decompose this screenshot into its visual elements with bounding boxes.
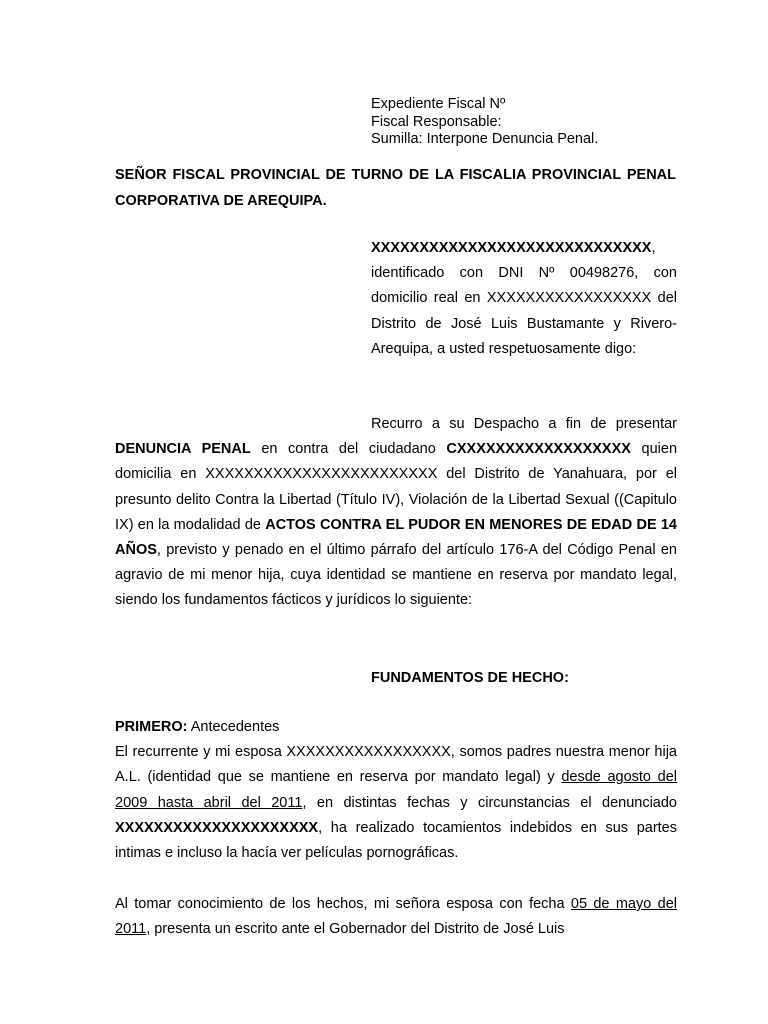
plaintiff-name: XXXXXXXXXXXXXXXXXXXXXXXXXXXXX [371, 240, 652, 256]
fiscal-responsable-line: Fiscal Responsable: [371, 113, 502, 130]
primero-text-1: El recurrente y mi esposa XXXXXXXXXXXXXXXXX, somos padres nuestra menor hija A.L. (identidad que se mantiene en reserva por mandato legal) y [115, 744, 677, 786]
complaint-text-4: , previsto y penado en el último párrafo del artículo 176-A del Código Penal en agravio de mi menor hija, cuya identidad se mantiene en reserva por mandato legal, siendo los fundamentos fácticos y jurídicos lo siguiente: [115, 542, 677, 609]
tomar-text-1: Al tomar conocimiento de los hechos, mi señora esposa con fecha [115, 896, 571, 912]
complaint-text-3: quien domicilia en XXXXXXXXXXXXXXXXXXXXXXXX del Distrito de Yanahuara, por el presunto delito Contra la Libertad (Título IV), Violación de la Libertad Sexual ((Capitulo IX) en la modalidad de [115, 441, 678, 533]
plaintiff-intro [371, 236, 677, 362]
complaint-text-2: en contra del ciudadano [250, 441, 447, 458]
primero-accused-name: XXXXXXXXXXXXXXXXXXXXX [115, 819, 319, 836]
complaint-text-1: Recurro a su Despacho a fin de presentar [371, 416, 677, 432]
primero-text-3: , ha realizado tocamientos indebidos en sus partes intimas e incluso la hacía ver películas pornográficas. [115, 819, 677, 862]
expediente-line: Expediente Fiscal Nº [371, 96, 506, 112]
tomar-date: 05 de mayo del 2011 [115, 896, 677, 938]
complaint-bold-offense: ACTOS CONTRA EL PUDOR EN MENORES DE EDAD DE 14 AÑOS [115, 516, 677, 559]
primero-date-range: desde agosto del 2009 hasta abril del 2011 [115, 769, 677, 811]
primero-label: PRIMERO: [115, 719, 188, 735]
tomar-paragraph [115, 892, 677, 942]
primero-paragraph [115, 715, 677, 866]
case-header [371, 96, 598, 149]
addressee-heading: SEÑOR FISCAL PROVINCIAL DE TURNO DE LA FISCALIA PROVINCIAL PENAL CORPORATIVA DE AREQUIPA. [115, 167, 676, 209]
complaint-paragraph [115, 412, 677, 614]
sumilla-line: Sumilla: Interpone Denuncia Penal. [371, 131, 599, 147]
tomar-text-2: , presenta un escrito ante el Gobernador del Distrito de José Luis [146, 921, 565, 938]
primero-title: Antecedentes [187, 719, 280, 735]
complaint-bold-accused: CXXXXXXXXXXXXXXXXXX [446, 441, 631, 458]
complaint-bold-denuncia: DENUNCIA PENAL [115, 441, 251, 458]
primero-text-2: , en distintas fechas y circunstancias el denunciado [302, 794, 677, 811]
section-heading: FUNDAMENTOS DE HECHO: [371, 670, 569, 686]
plaintiff-intro-text: identificado con DNI Nº 00498276, con domicilio real en XXXXXXXXXXXXXXXXX del Distrito de José Luis Bustamante y Rivero-Arequipa, a usted respetuosamente digo: [371, 265, 677, 357]
plaintiff-name-comma: , [651, 240, 656, 256]
